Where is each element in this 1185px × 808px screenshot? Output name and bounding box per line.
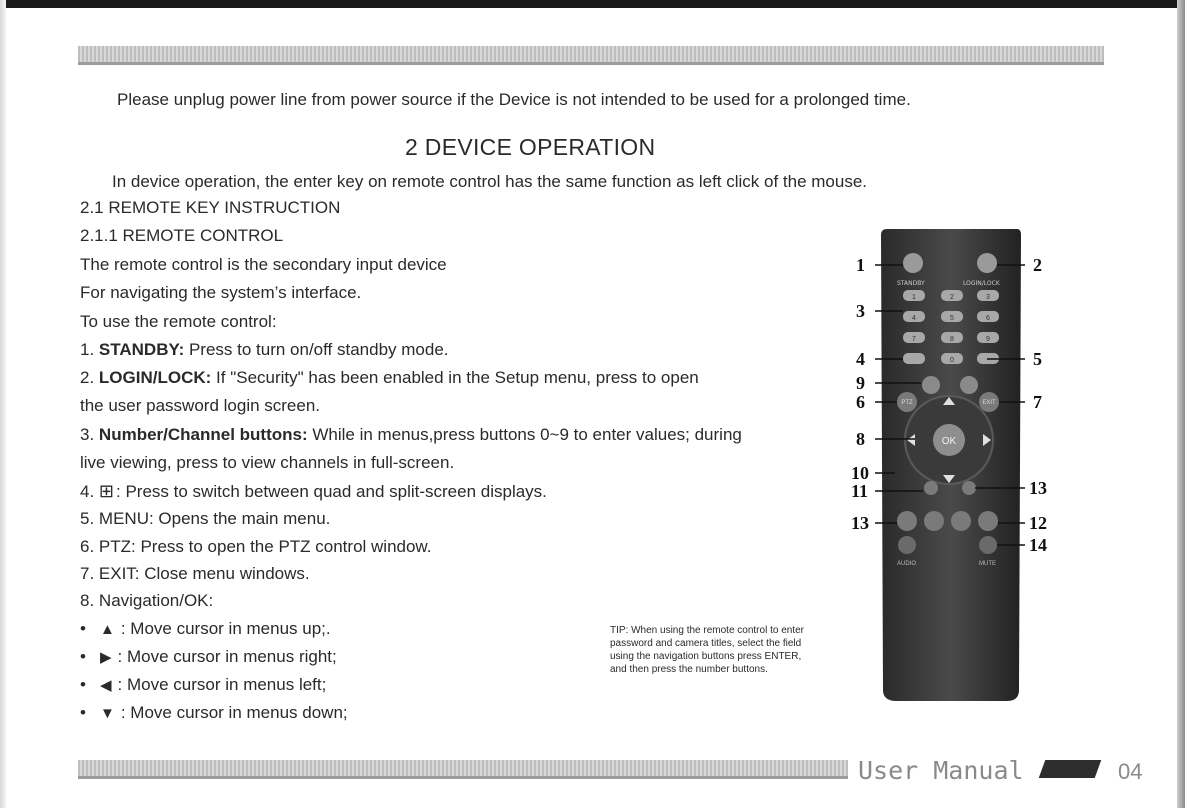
callout-7: 7 xyxy=(1033,392,1042,412)
callout-8: 8 xyxy=(856,429,865,449)
plus-button xyxy=(922,376,940,394)
item-text: Press to turn on/off standby mode. xyxy=(184,340,449,359)
svg-text:2: 2 xyxy=(950,294,954,301)
description-line-3: To use the remote control: xyxy=(80,312,277,331)
ok-label: OK xyxy=(941,436,957,447)
item-number: 1. xyxy=(80,340,95,359)
svg-text:4: 4 xyxy=(912,315,916,322)
item-number: 8. xyxy=(80,591,95,610)
chapter-intro: In device operation, the enter key on remote control has the same function as left click of the mouse. xyxy=(112,172,868,191)
svg-text:9: 9 xyxy=(986,336,990,343)
item-text: If "Security" has been enabled in the Setup menu, press to open xyxy=(211,368,699,387)
intro-text: Please unplug power line from power source if the Device is not intended to be used for a prolonged time. xyxy=(117,90,911,109)
nav-bullet-left: • ◀ : Move cursor in menus left; xyxy=(80,674,326,697)
page-edge-left xyxy=(0,0,6,808)
forward-button xyxy=(951,511,971,531)
section-heading: 2.1 REMOTE KEY INSTRUCTION xyxy=(80,198,341,217)
list-item-navigation xyxy=(80,590,213,612)
nav-bullet-right: • ▶ : Move cursor in menus right; xyxy=(80,646,337,669)
arrow-up-icon: ▲ xyxy=(100,621,115,638)
nav-bullet-down: • ▼ : Move cursor in menus down; xyxy=(80,702,348,725)
standby-label: STANDBY xyxy=(897,280,925,287)
item-number: 7. xyxy=(80,564,95,583)
tip-note: TIP: When using the remote control to enter password and camera titles, select the field using the navigation buttons press ENTER, and then press the number buttons. xyxy=(610,625,804,675)
chapter-title: 2 DEVICE OPERATION xyxy=(405,134,656,160)
callout-12: 12 xyxy=(1029,513,1047,533)
svg-text:8: 8 xyxy=(950,336,954,343)
split-screen-button xyxy=(903,353,925,364)
item-text: While in menus,press buttons 0~9 to enter values; during xyxy=(307,425,742,444)
footer-rule xyxy=(78,760,848,779)
item-label: STANDBY: xyxy=(98,340,185,359)
callout-4: 4 xyxy=(856,349,865,369)
item-number: 5. xyxy=(80,509,95,528)
play-button xyxy=(924,511,944,531)
callout-6: 6 xyxy=(856,392,865,412)
standby-button xyxy=(903,253,923,273)
audio-label: AUDIO xyxy=(897,561,917,567)
nav-bullet-text: : Move cursor in menus right; xyxy=(117,647,337,666)
mute-label: MUTE xyxy=(979,561,996,567)
list-item-menu xyxy=(80,508,330,530)
login-label: LOGIN/LOCK xyxy=(963,280,1000,287)
item-number: 3. xyxy=(80,425,95,444)
footer-title: User Manual xyxy=(858,756,1024,785)
footer-accent-block xyxy=(1039,760,1102,778)
item-label: LOGIN/LOCK: xyxy=(98,368,212,387)
callout-1: 1 xyxy=(856,255,865,275)
svg-text:3: 3 xyxy=(986,294,990,301)
nav-bullet-up: • ▲ : Move cursor in menus up;. xyxy=(80,618,331,641)
remote-control-graphic xyxy=(835,225,1065,705)
page-number: 04 xyxy=(1118,759,1143,784)
exit-label: EXIT xyxy=(982,400,996,406)
list-item-ptz xyxy=(80,536,432,558)
item-text: Navigation/OK: xyxy=(94,591,214,610)
list-item-number-continued: live viewing, press to view channels in full-screen. xyxy=(80,453,455,472)
callout-3: 3 xyxy=(856,301,865,321)
nav-bullet-text: : Move cursor in menus up;. xyxy=(120,619,331,638)
description-line-2: For navigating the system’s interface. xyxy=(80,283,362,302)
arrow-right-icon: ▶ xyxy=(100,649,112,666)
list-item-number-buttons xyxy=(80,424,742,446)
svg-text:5: 5 xyxy=(950,315,954,322)
list-item-login xyxy=(80,367,699,389)
list-item-split-screen xyxy=(80,480,547,503)
callout-5: 5 xyxy=(1033,349,1042,369)
skip-button xyxy=(978,511,998,531)
list-item-exit xyxy=(80,563,310,585)
audio-button xyxy=(898,536,916,554)
callout-13-left: 13 xyxy=(851,513,869,533)
svg-text:7: 7 xyxy=(912,336,916,343)
callout-2: 2 xyxy=(1033,255,1042,275)
header-rule xyxy=(78,46,1104,65)
login-button xyxy=(977,253,997,273)
svg-text:6: 6 xyxy=(986,315,990,322)
subsection-heading: 2.1.1 REMOTE CONTROL xyxy=(80,226,284,245)
arrow-left-icon: ◀ xyxy=(100,677,112,694)
stop-button xyxy=(962,481,976,495)
callout-10: 10 xyxy=(851,463,869,483)
description-line-1: The remote control is the secondary input device xyxy=(80,255,447,274)
item-text: PTZ: Press to open the PTZ control window. xyxy=(94,537,432,556)
callout-9: 9 xyxy=(856,373,865,393)
page-edge-top xyxy=(0,0,1185,8)
item-text: MENU: Opens the main menu. xyxy=(94,509,331,528)
split-screen-icon: ⊞ xyxy=(98,481,115,501)
item-number: 2. xyxy=(80,368,95,387)
callout-14: 14 xyxy=(1029,535,1047,555)
page-edge-right xyxy=(1177,0,1185,808)
item-text: : Press to switch between quad and split-screen displays. xyxy=(116,482,547,501)
remote-control-illustration xyxy=(835,225,1065,705)
mute-button xyxy=(979,536,997,554)
rewind-button xyxy=(897,511,917,531)
ptz-label: PTZ xyxy=(901,400,913,406)
minus-button xyxy=(960,376,978,394)
item-label: Number/Channel buttons: xyxy=(98,425,308,444)
callout-11: 11 xyxy=(851,481,869,501)
item-number: 6. xyxy=(80,537,95,556)
arrow-down-icon: ▼ xyxy=(100,705,115,722)
svg-text:0: 0 xyxy=(950,357,954,364)
list-item-standby xyxy=(80,339,449,361)
svg-text:1: 1 xyxy=(912,294,916,301)
item-text: EXIT: Close menu windows. xyxy=(94,564,310,583)
item-number: 4. xyxy=(80,482,95,501)
list-item-login-continued: the user password login screen. xyxy=(80,396,321,415)
record-button xyxy=(924,481,938,495)
nav-bullet-text: : Move cursor in menus left; xyxy=(117,675,327,694)
callout-13-right: 13 xyxy=(1029,478,1047,498)
nav-bullet-text: : Move cursor in menus down; xyxy=(120,703,348,722)
